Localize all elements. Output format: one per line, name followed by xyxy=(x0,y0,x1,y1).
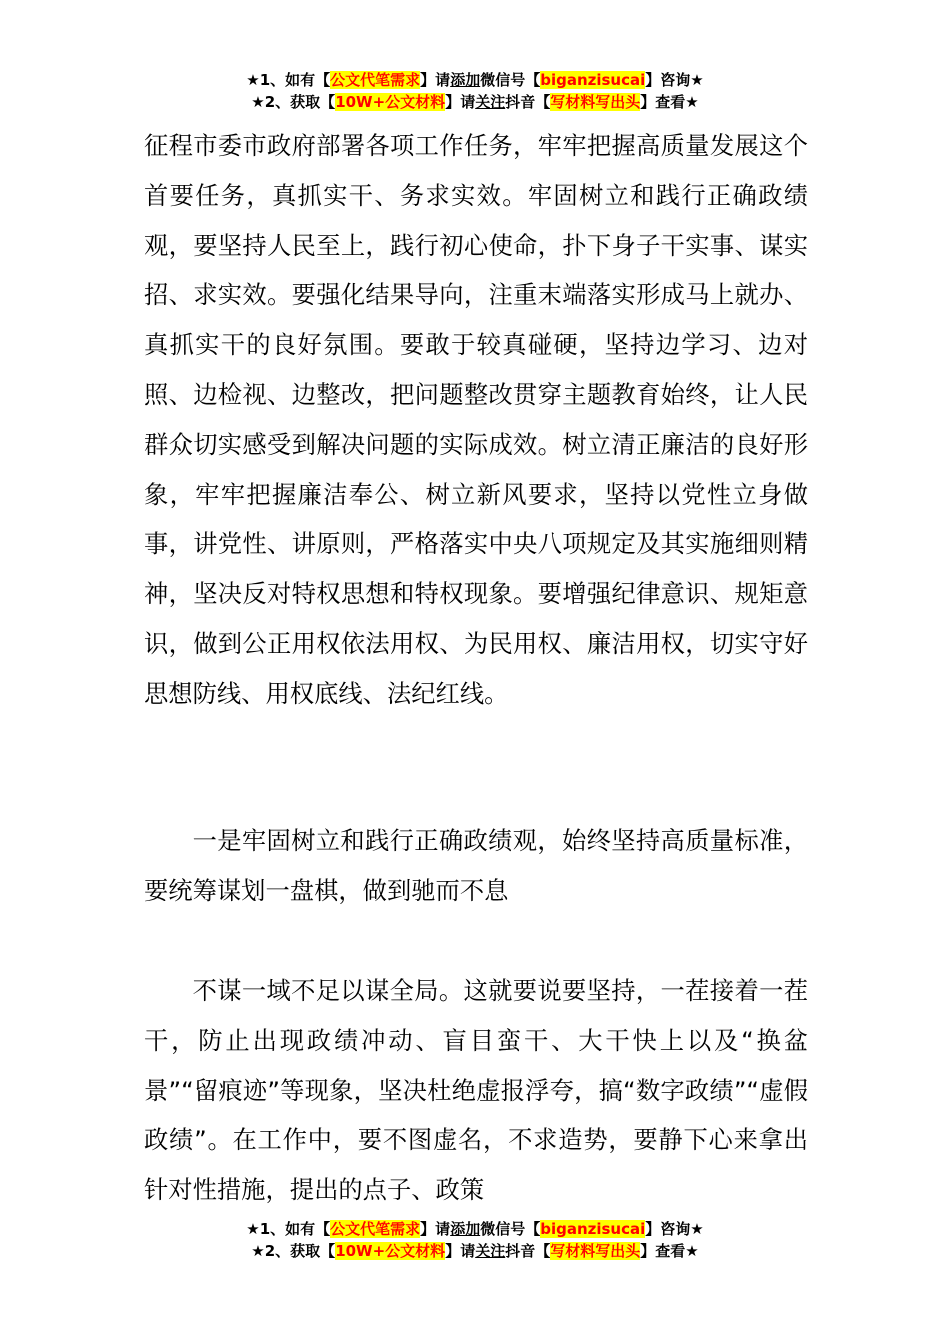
footer-banner xyxy=(0,1218,950,1262)
banner-underlined: 关注 xyxy=(475,93,506,111)
banner-text: 微信号【 xyxy=(480,71,541,89)
banner-text: ★2、获取【 xyxy=(251,93,336,111)
footer-banner-line-2 xyxy=(0,1240,950,1262)
banner-highlight: 10W+公文材料 xyxy=(335,1242,446,1260)
banner-text: ★2、获取【 xyxy=(251,1242,336,1260)
banner-text: 抖音【 xyxy=(505,93,551,111)
footer-banner-line-1 xyxy=(0,1218,950,1240)
body-paragraph-1 xyxy=(144,121,808,719)
banner-highlight: 10W+公文材料 xyxy=(335,93,446,111)
banner-text: ★1、如有【 xyxy=(246,71,331,89)
banner-text: ★1、如有【 xyxy=(246,1220,331,1238)
banner-text: 】查看★ xyxy=(640,93,699,111)
banner-text: 】请 xyxy=(420,71,451,89)
banner-text: 微信号【 xyxy=(480,1220,541,1238)
header-banner xyxy=(0,69,950,113)
banner-text: 】咨询★ xyxy=(645,1220,704,1238)
paragraph-text: 征程市委市政府部署各项工作任务，牢牢把握高质量发展这个首要任务，真抓实干、务求实效。牢固树立和践行正确政绩观，要坚持人民至上，践行初心使命，扑下身子干实事、谋实招、求实效。要强化结果导向，注重末端落实形成马上就办、真抓实干的良好氛围。要敢于较真碰硬，坚持边学习、边对照、边检视、边整改，把问题整改贯穿主题教育始终，让人民群众切实感受到解决问题的实际成效。树立清正廉洁的良好形象，牢牢把握廉洁奉公、树立新风要求，坚持以党性立身做事，讲党性、讲原则，严格落实中央八项规定及其实施细则精神，坚决反对特权思想和特权现象。要增强纪律意识、规矩意识，做到公正用权依法用权、为民用权、廉洁用权，切实守好思想防线、用权底线、法纪红线。 xyxy=(144,131,808,708)
paragraph-text: 不谋一域不足以谋全局。这就要说要坚持，一茬接着一茬干，防止出现政绩冲动、盲目蛮干、大干快上以及“换盆景”“留痕迹”等现象，坚决杜绝虚报浮夸，搞“数字政绩”“虚假政绩”。在工作中，要不图虚名，不求造势，要静下心来拿出针对性措施，提出的点子、政策 xyxy=(144,976,808,1205)
banner-text: 】请 xyxy=(420,1220,451,1238)
banner-highlight: biganzisucai xyxy=(540,1220,646,1238)
banner-text: 】咨询★ xyxy=(645,71,704,89)
banner-underlined: 添加 xyxy=(450,1220,481,1238)
banner-text: 】请 xyxy=(445,1242,476,1260)
banner-text: 抖音【 xyxy=(505,1242,551,1260)
paragraph-text: 一是牢固树立和践行正确政绩观，始终坚持高质量标准，要统筹谋划一盘棋，做到驰而不息 xyxy=(144,826,808,905)
banner-highlight: 公文代笔需求 xyxy=(330,1220,421,1238)
banner-highlight: 写材料写出头 xyxy=(550,1242,641,1260)
banner-highlight: 公文代笔需求 xyxy=(330,71,421,89)
section-heading-paragraph xyxy=(144,816,808,916)
banner-highlight: biganzisucai xyxy=(540,71,646,89)
header-banner-line-2 xyxy=(0,91,950,113)
banner-underlined: 添加 xyxy=(450,71,481,89)
banner-text: 】请 xyxy=(445,93,476,111)
header-banner-line-1 xyxy=(0,69,950,91)
banner-text: 】查看★ xyxy=(640,1242,699,1260)
banner-underlined: 关注 xyxy=(475,1242,506,1260)
banner-highlight: 写材料写出头 xyxy=(550,93,641,111)
body-paragraph-3 xyxy=(144,966,808,1215)
